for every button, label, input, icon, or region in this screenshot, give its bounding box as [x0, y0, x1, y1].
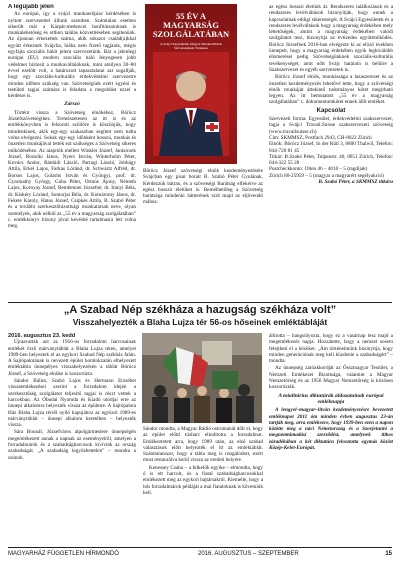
contact-line: Cím: SKMMSZ, Postfach 2943, CH-8022 Zürich — [269, 134, 372, 141]
footer — [8, 549, 392, 561]
news-paragraph: Újraavatták azt az 1956-os forradalom harcosainak emlékét őrző márványtáblát a Blaha Lujza téren, amelyet 1989-ben helyeztek el az egykori Szabad Nép székház falán. A Sajtópalotának is nevezett épület homlokzatán elhelyezett emléktábla ünnepélyes visszahelyezésén a táblát Böröcz József, a Szövetség elnöke is koszorúzta. — [8, 339, 136, 377]
news-right-column — [269, 333, 393, 545]
headline-title: „A Szabad Nép székháza a hazugság székháza volt” — [63, 304, 337, 316]
headline — [8, 303, 392, 328]
article-paragraph: az egész hosszú életünk át. Rendszeres találkozások és a rendszeres levélváltások bizonyítják, hogy ennek a kapcsolatnak eddigi sikerességét. A Svájci Egyesületek és a rendszeres levélváltások hogy a magyarság érdekében mely lehetőségek, amint a magyarság érdekében valódi szolgálatot tesz, bizonyítja az évtizedes együttműködés. Böröcz Józsefnek 2016-ban elvégezte ki az előző években ünnepelt, hogy a magyarság érdekében egyik legkiválóbb elismerései pedig Szövetségünknek szociális-kulturális tevékenységét, amit nőtt Svájc határain is belülre a Szakszervezet és egyéb szervezetek is. — [269, 4, 393, 73]
contact-signature: B. Szabó Péter, a SKMMSZ titkára — [318, 179, 393, 186]
news-paragraph: Kenessey Csaba – a felkelők egyike – elmondta, hogy ő is ott harcolt, és a fiatal szabadságharcosokkal emlékezett meg az egykori bajtársakról. Kiemelte, hogy a hős forradalmárok példáját a mai fiataloknak is követniük kell. — [143, 464, 263, 496]
news-italic-text: A lengyel–magyar–litván kezdeményezésre bevezetett emléknapot 2011 óta minden évben augusztus 23-án tartják meg, arra emlékezve, hogy 1939-ben ezen a napon kötötte meg a náci Németország és a Szovjetunió a megnemtámadási szerződést, amelynek titkos záradékában a két diktatúra felosztotta egymás között Közép-Kelet-Európát. — [269, 407, 393, 452]
news-left-column — [8, 333, 136, 545]
book-cover-image — [145, 4, 237, 164]
news-paragraph: Sára Bonnál, Józsefváros alpolgármestere ünnepségén megemlékezett annak a napnak az eseményeiről, amelyen a forradalmárok és a szabadságharcosok kivívták az ország szabadságát. „A szabadság legyőzhetetlen” – mondta a szónok. — [8, 429, 136, 461]
news-dateline: 2016. augusztus 23. kedd — [8, 333, 76, 339]
footer-publication: MAGYARHÁZ FÜGGETLEN HÍRMONDÓ — [8, 551, 119, 557]
news-paragraph: Sándor mondta, a Magyar Rádió ostrománál dőlt el, hogy az épület előtti tüzharc elindította a forradalmat. Emlékeztetett arra, hogy 1989 után, az első szabad választások előtt helyezték el itt az emléktáblát. Számtalanszor, hogy a tábla meg is rongálódott, ezért most restaurálva kerül vissza az eredeti helyére. — [143, 426, 263, 464]
contact-line: Zürich 80-25959 – 5 (magyar a magyarért segélyakció) — [269, 172, 384, 179]
footer-page-number: 15 — [385, 551, 392, 557]
contact-line: Elnök: Böröcz József, In der Rüti 3, 8800 Thalwil, Telefon: 044-720 81 45 — [269, 141, 393, 154]
ceremony-photo — [142, 333, 262, 423]
headline-subtitle: Visszahelyezték a Blaha Lujza tér 56-os hőseinek emléktábláját — [72, 317, 328, 327]
footer-issue: 2016. AUGUSZTUS – SZEPTEMBER — [198, 551, 299, 557]
news-paragraph: állította – hangsúlyozta, hogy ez a vasárnap lesz majd a megemlékezés napja. Hozzátette, hogy a nemzet sosem felejtheti el a hősöket. „Ám történelmünk bizonyítja, hogy minden generációnak meg kell küzdenie a szabadságért” – mondta. — [269, 333, 393, 365]
book-title: 55 ÉV A MAGYARSÁG SZOLGÁLATÁBAN — [152, 11, 230, 39]
footer-divider — [8, 547, 392, 548]
news-italic-title: A totalitárius diktatúrák áldozatainak európai emléknapja — [278, 392, 384, 405]
contact-line: Postcheckkonto: Olten 46 – 4010 – 5 (tagdíjak) — [269, 166, 368, 173]
contact-line: Szervezeti forma: Egyesület, érdekvédelmi szakszervezet, tagja a Svájci Travail.Suisse szakszervezeti szövetség (www.travailsuisse.ch) — [269, 116, 393, 135]
book-cover-portrait — [153, 52, 229, 156]
news-paragraph: Sándor Bálint, Szabó Lajos és Hermann Erzsébet visszaemlékezései szerint a forradalom idején a szerkesztőség szolgálatot teljesítő tagjai is részt vettek a harcokban. Az Óbudai Nyomda és Kiadó utódjai erre az ünnepi alkalomra helyezték vissza az épületre. A Sajtópalota Ház Blaha Lujza térről nyíló kapujához az egykori 1989-es márványtáblát – ünnepi alkalom keretében – helyezték vissza. — [8, 378, 136, 429]
news-paragraph: Az ünnepség záróakkordját az Összmagyar Testület, a Nemzeti Emlékezet Bizottsága, valamint a Magyar Nemzetőrség és az 1956 Magyar Nemzetőrség is közösen koszorúzták. — [269, 365, 393, 391]
right-column — [269, 4, 393, 300]
article-paragraph: Történt vissza a Szövetség elnökéhez, Böröcz Józsefszövetségihez. Természetesen az itt is és az emlékkönyvben is felsorolt szöllőre is köszönjük, hogy mindenkinek, akik egy-egy szakaszban segített nem tudta volna elvégezni. Sokak egy-egy időnként hosszú, munkás és önzetlen munkájával tették ezt szükséges a Szövetség sikeres működéséhez. Az alapítók mellett Winkler József, Janisicsek József, Bozsóki János, Nyers István, Winterholm Péter, Kovács Andor, Bánhidi László, Parragi László, Jobbágy Attila, Erkel Lajos, Farkas Lóránd, dr. Schwartz Alfréd, dr. Borsos Lajos, Golarits István és Gyöngyi, prof. dr. Gyarmathy György, Guba Péter, Ormós Ájony, Németh Lajos, Kornyay József, Remhenner Józsefné, dr. Irányi Béla, dr. Kiskéry Lóránd, Somorjai Béla, dr. Komáromy János, dr. Fekete Károly, Hatos József, Csipkés Attila, B. Szabó Péter és a további szerkesztőbizottsági munkatársak neve, olyan személyek, akik nélkül az „55 év a magyarság szolgálatában” c. emlékkönyv bizony jóval kevésbé tartalmasra lett volna meg. — [8, 109, 136, 230]
middle-column — [143, 168, 263, 300]
article-title-closing: Zárszó — [64, 101, 80, 108]
contact-title: Kapcsolat — [316, 107, 346, 114]
article-title-latest: A legújabb jelen — [8, 4, 54, 10]
book-subtitle: A Svájci Egyesületek Magyar Munkavállalók Szövetségének Története — [160, 42, 222, 50]
article-paragraph: Böröcz József szövetségi elnök kezdeményezésére Svájcban egy pisai borait B. Szabó Péter Gyulának. Kérdezzük bátran, és a szövetségi Barátság elfekérve az egész hosszú életüket is. Remélhetőleg a Szövetség barátsága mindenki hátterének szól majd az eljövendő mához. — [143, 168, 263, 206]
news-middle-column — [143, 426, 263, 545]
contact-line: Titkár: B.Szabó Péter, Tulpenstr. 40, 8051 Zürich, Telefon: 044-322 55 28 — [269, 153, 393, 167]
left-column — [8, 4, 136, 300]
article-paragraph: Az európai, így a svájci munkaerőpiac kérdésében is nyitott szervezettel állunk szemben. Számtalan esetben sikerült már a Kárpát-medencei honfitársainknak is munkalehetőség és otthon találás közvetítésében segítenünk. Az újonnan érkezettek száma, akik sokszor család(a)kkal együtt érkeznek Svájcba, hiába nem fizető tagjaink, mégis egyfajta szociális hálót jelent szervezetünk. Bár a jelenlegi európai (EU) modern szociális háló lényegesen jobb védelmet biztosít a munkavállalóknak, mint amilyen 30–80 évvel ezelőtt volt, a határozott tapasztalatai azt sugallják, hogy egy szociális-kulturális érdekvédelmi szervezetre minden időben szükség van. Szövetségünk ezért egyéni és testületi tagjai számára is feladata a megoldást ezzel a kérdésre is. — [8, 11, 136, 100]
article-paragraph: Böröcz József elnök, munkássága a lazaszerezet és az önzetlen kezdeményezés lehetővé tette, hogy a szövetségi elnök munkáját áttekintő tudományos kötet megírható legyen. Az itt bemutatott „55 év a magyarság szolgálatában” c. dokumentumkötet ennek állít emléket. — [269, 74, 393, 106]
